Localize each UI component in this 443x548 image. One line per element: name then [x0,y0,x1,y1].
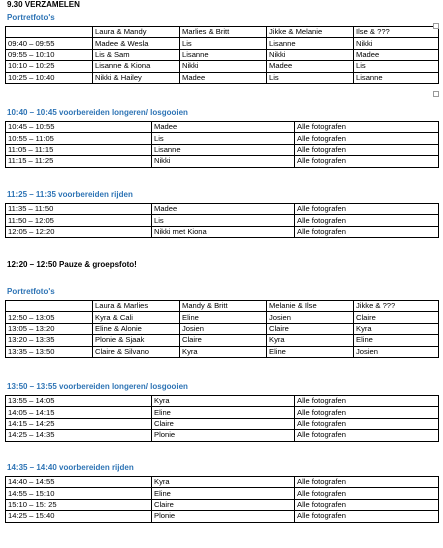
header-cell: Jikke & Melanie [267,27,354,38]
table-row [6,323,439,334]
table-cell: Eline & Alonie [93,323,180,334]
time-cell: 10:10 – 10:25 [6,61,93,72]
pause-line: 12:20 – 12:50 Pauze & groepsfoto! [7,260,137,269]
table-cell: Alle fotografen [295,418,439,429]
time-cell: 11:15 – 11:25 [6,156,152,167]
table-cell: Nikki [267,49,354,60]
table-cell: Kyra [152,396,295,407]
time-cell: 14:25 – 15:40 [6,511,152,522]
table-cell: Madee [267,61,354,72]
table-cell: Nikki [354,38,439,49]
rijden-table-afternoon [5,476,439,523]
section-title-rijden-morning: 11:25 – 11:35 voorbereiden rijden [7,190,133,199]
table-row [6,488,439,499]
table-row [6,499,439,510]
time-cell: 14:40 – 14:55 [6,477,152,488]
time-cell: 14:05 – 14:15 [6,407,152,418]
table-row [6,133,439,144]
table-cell: Nikki [152,156,295,167]
table-row [6,226,439,237]
header-cell [6,301,93,312]
header-cell: Laura & Mandy [93,27,180,38]
table-cell: Madee & Wesla [93,38,180,49]
time-cell: 09:40 – 09:55 [6,38,93,49]
table-cell: Claire [180,335,267,346]
table-cell: Alle fotografen [295,144,439,155]
time-cell: 11:35 – 11:50 [6,204,152,215]
header-cell: Melanie & Ilse [267,301,354,312]
table-header-row [6,301,439,312]
longeren-table-morning [5,121,439,168]
table-cell: Alle fotografen [295,488,439,499]
table-cell: Kyra [354,323,439,334]
section-title-portretfotos-afternoon: Portretfoto's [7,287,55,296]
table-row [6,312,439,323]
table-cell: Nikki & Hailey [93,72,180,83]
time-cell: 12:05 – 12:20 [6,226,152,237]
table-cell: Claire [152,418,295,429]
table-cell: Josien [180,323,267,334]
table-cell: Eline [354,335,439,346]
table-cell: Alle fotografen [295,156,439,167]
table-cell: Nikki met Kiona [152,226,295,237]
table-row [6,335,439,346]
time-cell: 10:25 – 10:40 [6,72,93,83]
time-cell: 10:45 – 10:55 [6,122,152,133]
portrait-schedule-table-morning [5,26,439,84]
table-cell: Plonie & Sjaak [93,335,180,346]
table-cell: Madee [180,72,267,83]
table-cell: Claire [354,312,439,323]
table-row [6,215,439,226]
table-row [6,61,439,72]
table-cell: Plonie [152,511,295,522]
table-resize-handle[interactable] [433,91,439,97]
table-cell: Lis [152,215,295,226]
table-cell: Alle fotografen [295,511,439,522]
table-cell: Alle fotografen [295,204,439,215]
header-cell: Ilse & ??? [354,27,439,38]
longeren-table-afternoon [5,395,439,442]
section-title-longeren-afternoon: 13:50 – 13:55 voorbereiden longeren/ losgooien [7,382,188,391]
table-cell: Lis & Sam [93,49,180,60]
table-row [6,418,439,429]
time-cell: 10:55 – 11:05 [6,133,152,144]
time-cell: 14:15 – 14:25 [6,418,152,429]
time-cell: 09:55 – 10:10 [6,49,93,60]
table-row [6,396,439,407]
table-cell: Lis [180,38,267,49]
table-cell: Lisanne & Kiona [93,61,180,72]
table-cell: Alle fotografen [295,477,439,488]
table-cell: Lisanne [152,144,295,155]
table-cell: Alle fotografen [295,499,439,510]
time-cell: 13:20 – 13:35 [6,335,93,346]
table-cell: Kyra [267,335,354,346]
table-cell: Lis [267,72,354,83]
time-cell: 13:55 – 14:05 [6,396,152,407]
table-cell: Lis [354,61,439,72]
table-cell: Lisanne [180,49,267,60]
table-cell: Kyra & Cali [93,312,180,323]
time-cell: 13:05 – 13:20 [6,323,93,334]
table-cell: Alle fotografen [295,215,439,226]
table-cell: Lisanne [267,38,354,49]
table-row [6,477,439,488]
table-cell: Eline [180,312,267,323]
table-move-handle[interactable] [433,23,439,29]
table-cell: Alle fotografen [295,407,439,418]
time-cell: 12:50 – 13:05 [6,312,93,323]
time-cell: 15:10 – 15: 25 [6,499,152,510]
time-cell: 11:50 – 12:05 [6,215,152,226]
table-header-row [6,27,439,38]
table-cell: Nikki [180,61,267,72]
header-cell: Mandy & Britt [180,301,267,312]
rijden-table-morning [5,203,439,238]
table-row [6,346,439,357]
table-cell: Claire & Silvano [93,346,180,357]
table-cell: Eline [152,407,295,418]
header-cell: Jikke & ??? [354,301,439,312]
table-row [6,156,439,167]
table-cell: Alle fotografen [295,133,439,144]
header-cell: Laura & Marlies [93,301,180,312]
table-cell: Claire [152,499,295,510]
table-cell: Alle fotografen [295,226,439,237]
table-cell: Madee [152,204,295,215]
table-cell: Claire [267,323,354,334]
table-cell: Josien [354,346,439,357]
table-cell: Eline [152,488,295,499]
table-row [6,144,439,155]
table-row [6,511,439,522]
table-row [6,38,439,49]
table-row [6,430,439,441]
section-title-rijden-afternoon: 14:35 – 14:40 voorbereiden rijden [7,463,134,472]
section-title-longeren-morning: 10:40 – 10:45 voorbereiden longeren/ losgooien [7,108,188,117]
table-cell: Plonie [152,430,295,441]
table-row [6,204,439,215]
time-cell: 13:35 – 13:50 [6,346,93,357]
header-cell: Marlies & Britt [180,27,267,38]
table-cell: Alle fotografen [295,122,439,133]
table-cell: Lisanne [354,72,439,83]
table-cell: Eline [267,346,354,357]
time-cell: 14:55 – 15:10 [6,488,152,499]
table-cell: Alle fotografen [295,430,439,441]
table-row [6,407,439,418]
table-row [6,122,439,133]
time-cell: 14:25 – 14:35 [6,430,152,441]
table-cell: Kyra [180,346,267,357]
table-row [6,49,439,60]
page-header: 9.30 VERZAMELEN [7,0,80,9]
table-cell: Kyra [152,477,295,488]
table-cell: Madee [152,122,295,133]
time-cell: 11:05 – 11:15 [6,144,152,155]
portrait-schedule-table-afternoon [5,300,439,358]
table-row [6,72,439,83]
table-cell: Madee [354,49,439,60]
table-cell: Alle fotografen [295,396,439,407]
header-cell [6,27,93,38]
table-cell: Josien [267,312,354,323]
section-title-portretfotos: Portretfoto's [7,13,55,22]
table-cell: Lis [152,133,295,144]
